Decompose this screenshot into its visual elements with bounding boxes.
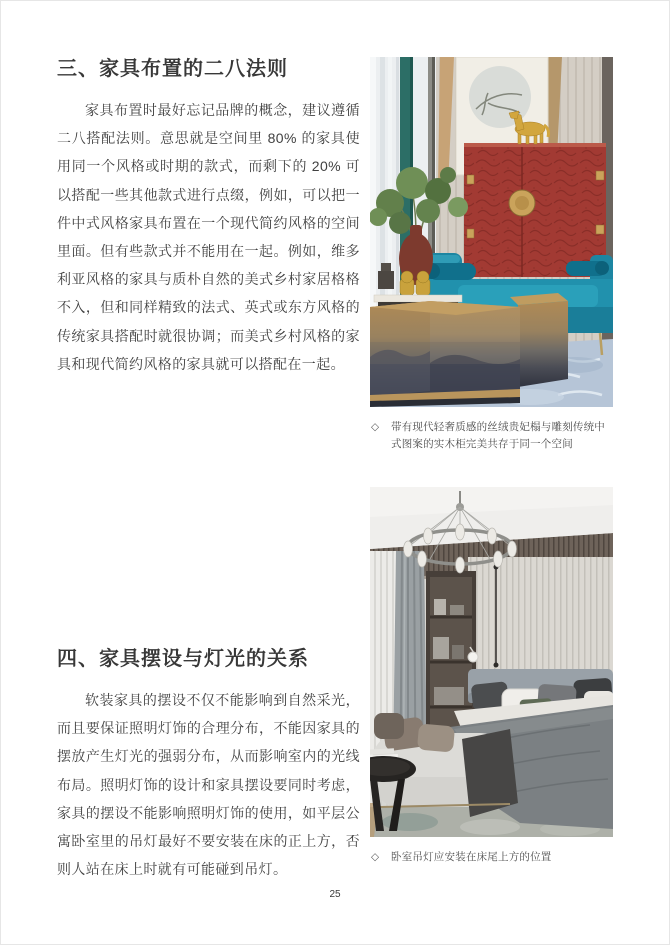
bedroom-photo — [370, 487, 613, 837]
diamond-bullet-icon: ◇ — [371, 851, 380, 863]
section-furniture-2-8-rule — [57, 52, 360, 378]
page-number: 25 — [329, 889, 341, 900]
caption-text: 卧室吊灯应安装在床尾上方的位置 — [391, 851, 552, 863]
bench-pillow — [374, 713, 404, 739]
section-heading: 四、家具摆设与灯光的关系 — [57, 648, 309, 670]
figure-caption — [370, 849, 613, 866]
figure-bedroom — [370, 487, 613, 866]
figure-living-room — [370, 57, 613, 453]
figure-caption — [370, 419, 613, 453]
section-body: 家具布置时最好忘记品牌的概念，建议遵循二八搭配法则。意思就是空间里 80% 的家具使用同一个风格或时期的款式，而剩下的 20% 可以搭配一些其他款式进行点缀，例如，可以把一件中式风格家具布置在一个现代简约风格的空间里面。但有些款式并不能用在一起。例如，维多利亚风格的家具与质朴自然的美式乡村家居格格不入，但和同样精致的法式、英式或东方风格的传统家具搭配时就很协调；而美式乡村风格的家具和现代简约风格的家具就可以搭配在一起。 — [57, 102, 360, 372]
section-body: 软装家具的摆设不仅不能影响到自然采光，而且要保证照明灯饰的合理分布，不能因家具的摆放产生灯光的强弱分布，从而影响室内的光线布局。照明灯饰的设计和家具摆设要同时考虑，家具的摆设不能影响照明灯饰的使用，如平层公寓卧室里的吊灯最好不要安装在床的正上方，否则人站在床上时就有可能碰到吊灯。 — [57, 692, 360, 878]
caption-text: 带有现代轻奢质感的丝绒贵妃榻与雕刻传统中式图案的实木柜完美共存于同一个空间 — [391, 421, 605, 450]
section-furniture-lighting — [57, 642, 360, 883]
bedroom-illustration — [370, 487, 613, 837]
red-carved-cabinet — [464, 143, 606, 277]
section-heading: 三、家具布置的二八法则 — [57, 58, 288, 80]
diamond-bullet-icon: ◇ — [371, 421, 380, 433]
living-room-illustration — [370, 57, 613, 407]
living-room-photo — [370, 57, 613, 407]
bench-pillow — [417, 723, 455, 752]
